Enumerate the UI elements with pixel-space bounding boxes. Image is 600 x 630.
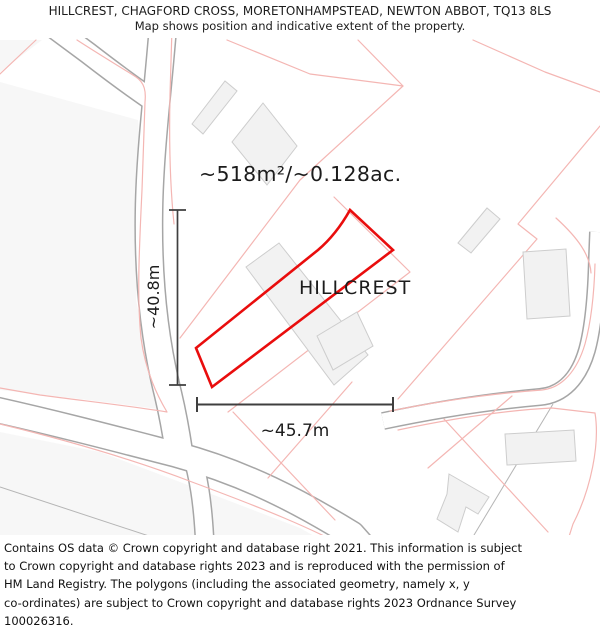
footer-line: HM Land Registry. The polygons (including the associated geometry, namely x, y	[4, 577, 470, 592]
map-canvas	[0, 38, 600, 535]
footer-line: co-ordinates) are subject to Crown copyright and database rights 2023 Ordnance Survey	[4, 595, 517, 610]
footer-copyright	[0, 535, 600, 628]
area-label: ~518m²/~0.128ac.	[199, 162, 402, 186]
map-description-subtitle: Map shows position and indicative extent of the property.	[134, 19, 466, 33]
footer-line: Contains OS data © Crown copyright and database right 2021. This information is subject	[4, 541, 523, 555]
map-container	[0, 38, 600, 535]
property-name-label: HILLCREST	[299, 277, 412, 299]
property-address-title: HILLCREST, CHAGFORD CROSS, MORETONHAMPSTEAD, NEWTON ABBOT, TQ13 8LS	[48, 4, 552, 18]
building	[523, 249, 570, 319]
footer-line: to Crown copyright and database rights 2023 and is reproduced with the permission of	[4, 559, 505, 574]
building	[505, 430, 576, 465]
header	[0, 0, 600, 38]
footer-line: 100026316.	[4, 613, 74, 628]
width-dimension-label: ~45.7m	[260, 421, 330, 441]
height-dimension-label: ~40.8m	[144, 264, 163, 330]
